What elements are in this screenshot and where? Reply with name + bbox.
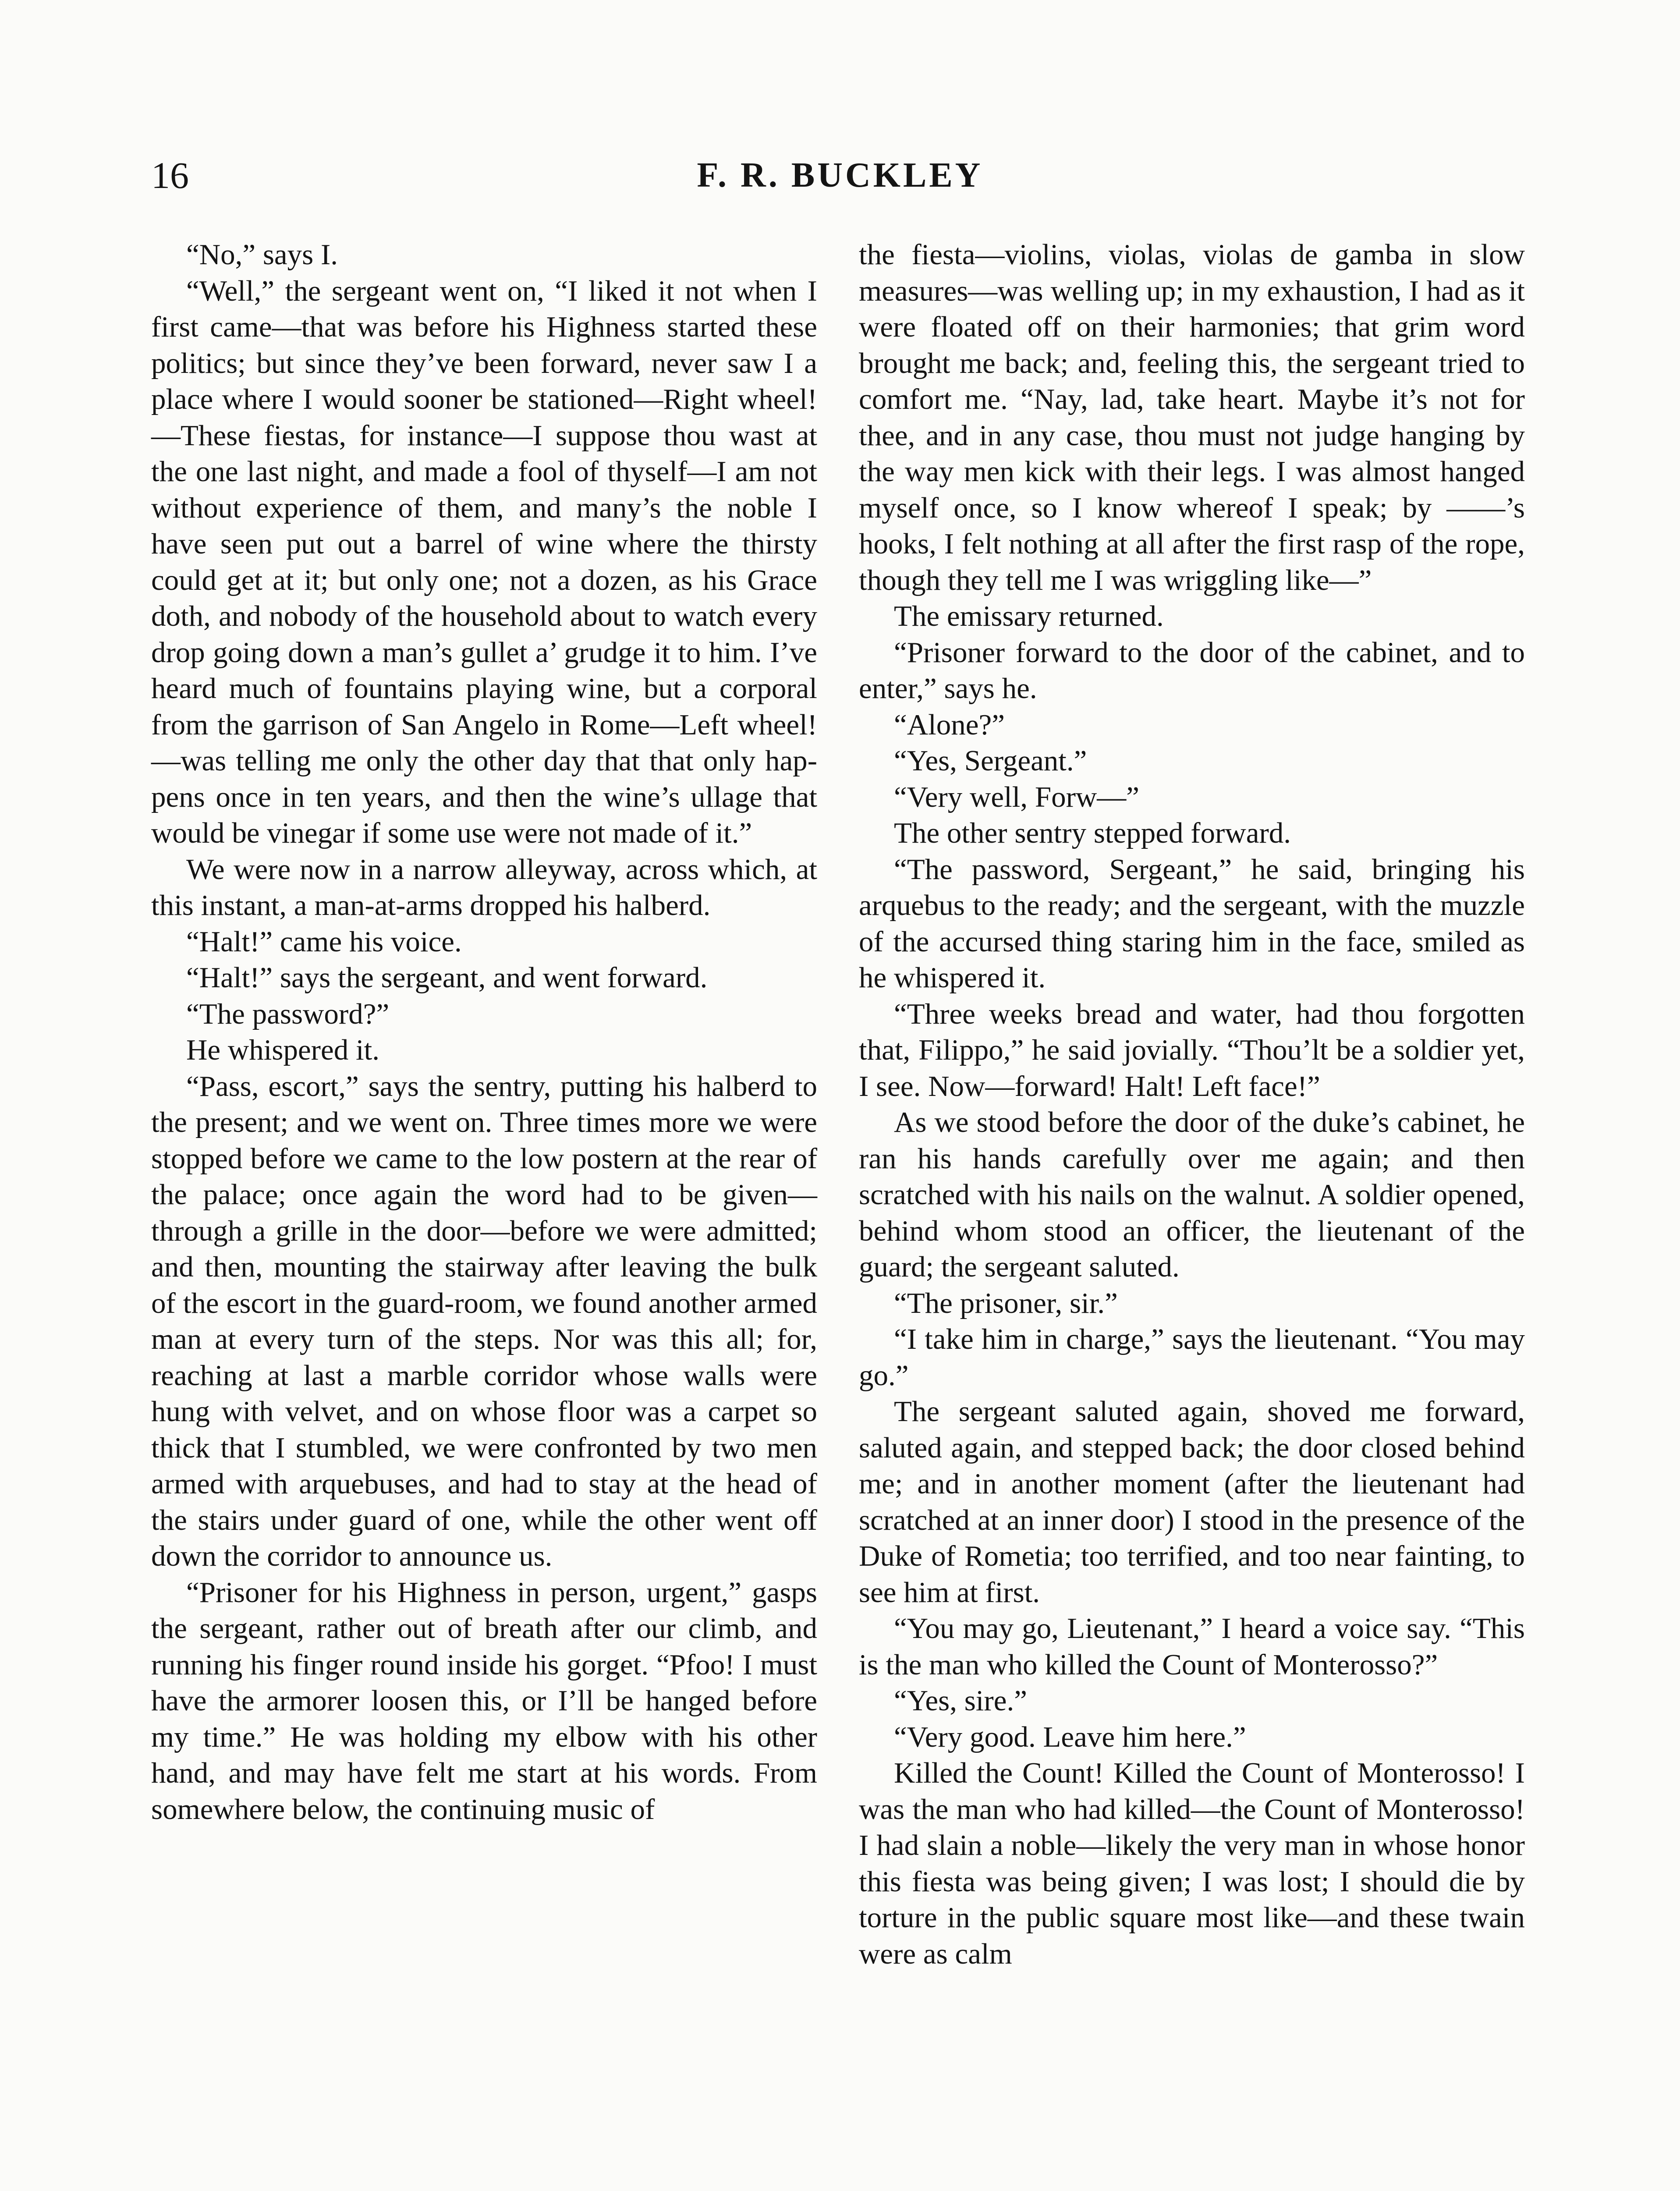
left-column [151,237,817,1827]
page-number: 16 [151,154,189,196]
paragraph: “Pass, escort,” says the sentry, putting his halberd to the present; and we went on. Three times more we were stopped before we came to the low postern at the rear of the palace; once again the word had to be given—through a grille in the door—before we were admitted; and then, mounting the stairway after leaving the bulk of the escort in the guard-room, we found another armed man at every turn of the steps. Nor was this all; for, reaching at last a marble corridor whose walls were hung with velvet, and on whose floor was a carpet so thick that I stumbled, we were confronted by two men armed with arquebuses, and had to stay at the head of the stairs under guard of one, while the other went off down the corridor to announce us. [151,1070,817,1572]
paragraph: “Prisoner forward to the door of the cabinet, and to enter,” says he. [859,636,1525,705]
paragraph: As we stood before the door of the duke’s cabinet, he ran his hands carefully over me again; and then scratched with his nails on the walnut. A soldier opened, behind whom stood an officer, the lieutenant of the guard; the sergeant saluted. [859,1106,1525,1283]
paragraph: “The prisoner, sir.” [894,1287,1118,1319]
paragraph: Killed the Count! Killed the Count of Monterosso! I was the man who had killed—the Count of Monterosso! I had slain a noble—likely the very man in whose honor this fiesta was being given; I was lost; I should die by torture in the public square most like—and these twain were as calm [859,1757,1525,1970]
paragraph: The sergeant saluted again, shoved me forward, saluted again, and stepped back; the door closed behind me; and in another moment (after the lieutenant had scratched at an inner door) I stood in the presence of the Duke of Rometia; too terrified, and too near fainting, to see him at first. [859,1395,1525,1609]
paragraph: “Well,” the sergeant went on, “I liked it not when I first came—that was before his Highness started these politics; but since they’ve been forward, never saw I a place where I would sooner be stationed—Right wheel!—These fiestas, for instance—I suppose thou wast at the one last night, and made a fool of thyself—I am not without experience of them, and many’s the noble I have seen put out a barrel of wine where the thirsty could get at it; but only one; not a dozen, as his Grace doth, and nobody of the household about to watch every drop going down a man’s gullet a’ grudge it to him. I’ve heard much of fountains playing wine, but a corporal from the garrison of San Angelo in Rome—Left wheel!—was telling me only the other day that that only happens once in ten years, and then the wine’s ullage that would be vinegar if some use were not made of it.” [151,274,817,849]
paragraph: “Halt!” says the sergeant, and went forward. [186,961,708,994]
paragraph: The other sentry stepped forward. [894,817,1291,849]
paragraph: He whispered it. [186,1034,379,1066]
paragraph: We were now in a narrow alleyway, across which, at this instant, a man-at-arms dropped his halberd. [151,853,817,922]
paragraph: “Very well, Forw—” [894,780,1140,813]
page-header [151,151,1529,199]
paragraph: “Halt!” came his voice. [186,925,462,958]
paragraph: The emissary returned. [894,600,1164,632]
paragraph: “Very good. Leave him here.” [894,1720,1246,1753]
paragraph: “Prisoner for his Highness in person, urgent,” gasps the sergeant, rather out of breath after our climb, and running his finger round inside his gorget. “Pfoo! I must have the armorer loosen this, or I’ll be hanged before my time.” He was holding my elbow with his other hand, and may have felt me start at his words. From somewhere below, the continuing music of [151,1576,817,1826]
paragraph: “You may go, Lieutenant,” I heard a voice say. “This is the man who killed the Count of Monterosso?” [859,1612,1525,1681]
paragraph: “The password?” [186,997,390,1030]
paragraph: “I take him in charge,” says the lieutenant. “You may go.” [859,1323,1525,1392]
right-column [859,237,1525,1972]
running-head: F. R. BUCKLEY [697,156,983,195]
paragraph-continuation: the fiesta—violins, violas, violas de gamba in slow measures—was welling up; in my exhaustion, I had as it were floated off on their harmonies; that grim word brought me back; and, feeling this, the sergeant tried to comfort me. “Nay, lad, take heart. Maybe it’s not for thee, and in any case, thou must not judge hanging by the way men kick with their legs. I was almost hanged myself once, so I know whereof I speak; by ——’s hooks, I felt nothing at all after the first rasp of the rope, though they tell me I was wriggling like—” [859,238,1525,596]
paragraph: “Yes, sire.” [894,1684,1027,1717]
paragraph: “Alone?” [894,708,1005,741]
paragraph: “No,” says I. [186,238,338,271]
paragraph: “Three weeks bread and water, had thou forgotten that, Filippo,” he said jovially. “Thou’lt be a soldier yet, I see. Now—forward! Halt! Left face!” [859,997,1525,1103]
paragraph: “Yes, Sergeant.” [894,745,1087,777]
paragraph: “The password, Sergeant,” he said, bringing his arquebus to the ready; and the sergeant, with the muzzle of the accursed thing staring him in the face, smiled as he whispered it. [859,853,1525,994]
